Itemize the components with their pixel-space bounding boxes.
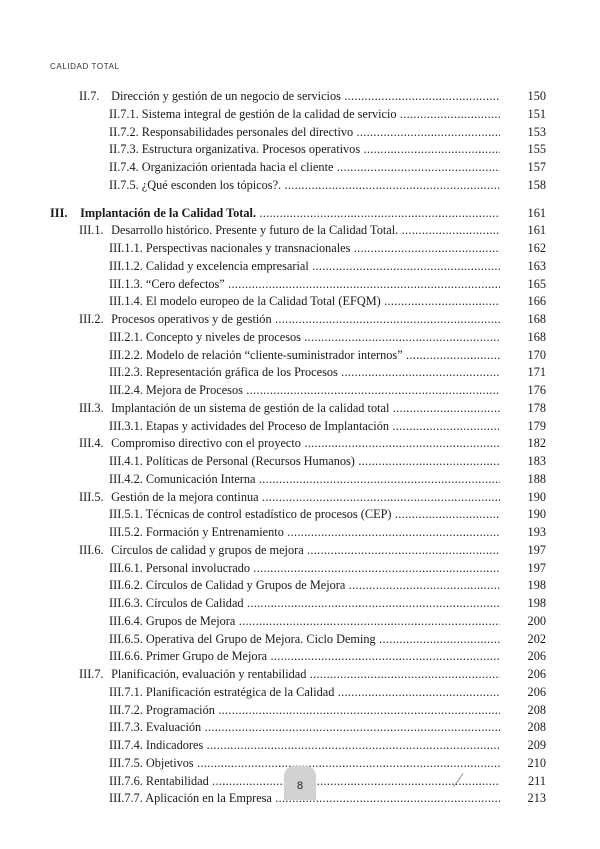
toc-entry-text bbox=[109, 418, 500, 436]
toc-entry-text bbox=[79, 88, 500, 106]
toc-entry-text bbox=[109, 524, 500, 542]
toc-entry-label bbox=[109, 774, 209, 788]
toc-entry-text bbox=[79, 400, 500, 418]
toc-entry-title: Indicadores bbox=[145, 738, 204, 752]
toc-entry-page: 211 bbox=[528, 773, 546, 788]
toc-entry[interactable] bbox=[0, 293, 600, 311]
toc-entry-number: III.3.1. bbox=[109, 418, 143, 433]
toc-entry-page: 178 bbox=[527, 400, 546, 415]
toc-entry-page: 161 bbox=[527, 205, 546, 220]
toc-entry-title: Grupos de Mejora bbox=[145, 613, 236, 628]
toc-entry-text bbox=[109, 631, 500, 649]
toc-entry-page: 198 bbox=[527, 596, 546, 610]
toc-entry-page: 155 bbox=[527, 142, 546, 157]
toc-entry-text bbox=[79, 222, 500, 240]
toc-entry-number: III.1.4. bbox=[109, 294, 143, 309]
toc-entry-label bbox=[109, 472, 256, 486]
toc-entry[interactable] bbox=[0, 542, 600, 560]
toc-entry-text bbox=[109, 364, 500, 382]
toc-entry-page: 188 bbox=[527, 471, 546, 486]
toc-entry-text bbox=[109, 124, 500, 142]
toc-entry-page: 197 bbox=[527, 560, 546, 575]
toc-entry-label bbox=[109, 632, 376, 646]
toc-entry-number: III.5. bbox=[79, 489, 104, 504]
toc-entry-title: Aplicación en la Empresa bbox=[145, 791, 272, 806]
toc-entry-page: 183 bbox=[527, 454, 546, 468]
toc-entry-page: 151 bbox=[527, 106, 546, 121]
toc-entry-text bbox=[109, 453, 500, 471]
toc-entry-label bbox=[109, 454, 355, 468]
toc-entry-number: III.6.4. bbox=[109, 613, 143, 628]
toc-entry-page: 182 bbox=[527, 436, 546, 451]
toc-entry-title: El modelo europeo de la Calidad Total (EFQM) bbox=[145, 294, 381, 309]
toc-entry-title: “Cero defectos” bbox=[145, 276, 225, 291]
toc-entry-title: Sistema integral de gestión de la calidad de servicio bbox=[141, 106, 397, 121]
toc-entry-page: 213 bbox=[527, 791, 546, 806]
table-of-contents bbox=[0, 88, 600, 808]
toc-entry-label bbox=[109, 383, 243, 397]
toc-entry-number: III.7.4. bbox=[109, 738, 143, 752]
toc-entry-number: III.1.3. bbox=[109, 276, 143, 291]
toc-entry-label bbox=[109, 365, 338, 379]
toc-entry-title: Evaluación bbox=[145, 720, 202, 735]
toc-entry-number: III.6.2. bbox=[109, 578, 143, 593]
toc-entry-number: III.6.6. bbox=[109, 649, 143, 664]
toc-entry[interactable] bbox=[0, 489, 600, 507]
toc-entry-label bbox=[79, 490, 259, 504]
toc-entry-text bbox=[109, 577, 500, 595]
toc-entry-text bbox=[109, 177, 500, 195]
toc-entry[interactable] bbox=[0, 435, 600, 453]
toc-entry-label bbox=[79, 667, 306, 681]
toc-entry-number: III.6. bbox=[79, 542, 104, 557]
toc-entry-label bbox=[109, 685, 334, 699]
toc-entry-page: 198 bbox=[527, 578, 546, 593]
toc-entry-text bbox=[79, 311, 500, 329]
toc-entry[interactable] bbox=[0, 560, 600, 578]
toc-entry-title: Planificación estratégica de la Calidad bbox=[145, 684, 335, 699]
toc-entry-text bbox=[109, 329, 500, 347]
toc-entry[interactable] bbox=[0, 364, 600, 382]
toc-entry-page: 190 bbox=[527, 507, 546, 522]
toc-entry[interactable] bbox=[0, 666, 600, 684]
toc-entry-page: 209 bbox=[527, 738, 546, 752]
toc-entry-page: 176 bbox=[527, 383, 546, 397]
toc-entry-text bbox=[109, 471, 500, 489]
toc-entry-title: Perspectivas nacionales y transnacionales bbox=[145, 241, 351, 255]
toc-entry-text bbox=[50, 205, 500, 223]
toc-entry-label bbox=[109, 791, 272, 805]
toc-entry-text bbox=[109, 737, 500, 755]
toc-entry-number: III.2.4. bbox=[109, 383, 143, 397]
toc-entry-number: III.1. bbox=[79, 223, 104, 238]
toc-entry[interactable] bbox=[0, 613, 600, 631]
toc-entry-page: 179 bbox=[527, 418, 546, 433]
toc-entry-number: II.7. bbox=[79, 89, 100, 103]
toc-entry-number: III.6.1. bbox=[109, 560, 143, 575]
toc-entry-page: 161 bbox=[527, 223, 546, 238]
page-number: 8 bbox=[296, 780, 304, 792]
toc-entry-title: Programación bbox=[145, 702, 215, 717]
toc-entry-title: Círculos de Calidad y Grupos de Mejora bbox=[145, 578, 346, 593]
toc-entry[interactable] bbox=[0, 258, 600, 276]
toc-entry-number: III.7.6. bbox=[109, 773, 143, 788]
toc-entry-label bbox=[109, 348, 403, 362]
toc-entry-title: Estructura organizativa. Procesos operativos bbox=[141, 142, 361, 157]
toc-entry-label bbox=[79, 223, 398, 237]
toc-entry-number: III.7. bbox=[79, 667, 104, 681]
toc-entry-title: Rentabilidad bbox=[145, 773, 209, 788]
toc-entry-number: III.7.5. bbox=[109, 755, 143, 770]
toc-entry-label bbox=[109, 578, 345, 592]
toc-entry-label bbox=[79, 312, 272, 326]
toc-entry[interactable] bbox=[0, 382, 600, 400]
toc-entry-page: 170 bbox=[527, 347, 546, 362]
toc-entry-text bbox=[109, 293, 500, 311]
toc-entry-text bbox=[109, 719, 500, 737]
toc-entry[interactable] bbox=[0, 124, 600, 142]
toc-entry[interactable] bbox=[0, 106, 600, 124]
toc-entry-title: Responsabilidades personales del directivo bbox=[141, 124, 354, 139]
toc-entry-number: III.2.3. bbox=[109, 365, 143, 380]
toc-entry[interactable] bbox=[0, 141, 600, 159]
toc-entry-label bbox=[109, 525, 284, 539]
page-number-tab bbox=[284, 766, 316, 800]
toc-entry-label bbox=[79, 89, 341, 103]
toc-entry-label bbox=[109, 561, 250, 575]
toc-entry[interactable] bbox=[0, 737, 600, 755]
toc-entry-page: 165 bbox=[527, 276, 546, 291]
toc-entry-label bbox=[109, 107, 397, 121]
toc-entry-number: III. bbox=[50, 205, 68, 220]
toc-entry-text bbox=[109, 258, 500, 276]
toc-entry-text bbox=[109, 702, 500, 720]
toc-entry-label bbox=[79, 401, 389, 415]
toc-entry[interactable] bbox=[0, 347, 600, 365]
toc-entry-number: III.7.1. bbox=[109, 684, 143, 699]
toc-entry-title: Desarrollo histórico. Presente y futuro de la Calidad Total. bbox=[111, 223, 399, 238]
toc-entry-title: Políticas de Personal (Recursos Humanos) bbox=[145, 454, 355, 468]
toc-entry-page: 166 bbox=[527, 294, 546, 309]
toc-entry-text bbox=[109, 595, 500, 613]
toc-entry-title: Formación y Entrenamiento bbox=[145, 525, 284, 539]
toc-entry-title: Representación gráfica de los Procesos bbox=[145, 365, 338, 380]
toc-entry[interactable] bbox=[0, 88, 600, 106]
toc-entry-text bbox=[109, 382, 500, 400]
toc-entry-page: 168 bbox=[527, 329, 546, 344]
toc-entry-title: Compromiso directivo con el proyecto bbox=[111, 436, 301, 451]
toc-entry-page: 208 bbox=[527, 720, 546, 735]
toc-entry-text bbox=[109, 560, 500, 578]
toc-entry[interactable] bbox=[0, 276, 600, 294]
toc-entry-title: Personal involucrado bbox=[145, 560, 251, 575]
toc-entry-page: 153 bbox=[527, 124, 546, 139]
toc-entry-label bbox=[109, 330, 301, 344]
toc-entry-text bbox=[109, 276, 500, 294]
toc-entry[interactable] bbox=[0, 471, 600, 489]
toc-entry-number: III.6.5. bbox=[109, 631, 143, 646]
toc-entry[interactable] bbox=[0, 205, 600, 223]
toc-entry-text bbox=[109, 648, 500, 666]
toc-entry-page: 150 bbox=[527, 89, 546, 103]
toc-entry[interactable] bbox=[0, 648, 600, 666]
toc-entry-label bbox=[109, 649, 267, 663]
toc-entry-page: 197 bbox=[527, 542, 546, 557]
toc-entry-label bbox=[109, 160, 333, 174]
toc-entry-title: Implantación de la Calidad Total. bbox=[80, 205, 257, 220]
toc-entry-number: III.2.1. bbox=[109, 329, 143, 344]
toc-entry-text bbox=[109, 159, 500, 177]
toc-entry-label bbox=[79, 436, 301, 450]
toc-entry-number: II.7.1. bbox=[109, 106, 139, 121]
toc-entry-page: 206 bbox=[527, 667, 546, 681]
toc-entry[interactable] bbox=[0, 719, 600, 737]
toc-entry-text bbox=[109, 106, 500, 124]
toc-entry-number: III.1.1. bbox=[109, 241, 143, 255]
toc-entry-title: Círculos de calidad y grupos de mejora bbox=[111, 542, 304, 557]
toc-entry-page: 193 bbox=[527, 525, 546, 539]
toc-entry-number: II.7.4. bbox=[109, 160, 139, 174]
toc-entry-number: III.5.2. bbox=[109, 525, 143, 539]
toc-entry-number: III.4. bbox=[79, 436, 104, 451]
toc-entry-label bbox=[109, 241, 350, 255]
toc-entry[interactable] bbox=[0, 418, 600, 436]
toc-entry-page: 158 bbox=[527, 177, 546, 192]
toc-entry[interactable] bbox=[0, 311, 600, 329]
toc-entry-title: Planificación, evaluación y rentabilidad bbox=[111, 667, 307, 681]
toc-entry-page: 200 bbox=[527, 613, 546, 628]
toc-entry-text bbox=[109, 613, 500, 631]
toc-entry-number: III.7.2. bbox=[109, 702, 143, 717]
toc-entry-text bbox=[79, 542, 500, 560]
toc-entry-label bbox=[109, 756, 194, 770]
toc-entry-title: Dirección y gestión de un negocio de servicios bbox=[111, 89, 341, 103]
toc-entry-title: Concepto y niveles de procesos bbox=[145, 329, 301, 344]
toc-entry[interactable] bbox=[0, 506, 600, 524]
toc-entry-label bbox=[79, 543, 304, 557]
running-header: CALIDAD TOTAL bbox=[50, 62, 120, 71]
toc-entry-number: III.6.3. bbox=[109, 596, 143, 610]
toc-entry[interactable] bbox=[0, 159, 600, 177]
toc-entry-page: 163 bbox=[527, 258, 546, 273]
toc-entry-label bbox=[109, 125, 353, 139]
toc-entry-title: Mejora de Procesos bbox=[145, 383, 243, 397]
toc-entry[interactable] bbox=[0, 177, 600, 195]
toc-entry[interactable] bbox=[0, 595, 600, 613]
toc-entry-number: III.4.2. bbox=[109, 471, 143, 486]
toc-entry-title: Comunicación Interna bbox=[145, 471, 256, 486]
toc-entry-title: Implantación de un sistema de gestión de la calidad total bbox=[111, 400, 390, 415]
toc-entry-number: II.7.3. bbox=[109, 142, 139, 157]
toc-entry-label bbox=[109, 277, 225, 291]
toc-entry-title: Círculos de Calidad bbox=[145, 596, 244, 610]
toc-entry-label bbox=[109, 703, 215, 717]
toc-entry-number: III.3. bbox=[79, 400, 104, 415]
toc-entry-title: Modelo de relación “cliente-suministrador internos” bbox=[145, 347, 403, 362]
toc-entry-text bbox=[109, 141, 500, 159]
toc-entry-title: Procesos operativos y de gestión bbox=[111, 312, 272, 326]
toc-entry-page: 206 bbox=[527, 684, 546, 699]
toc-entry[interactable] bbox=[0, 631, 600, 649]
toc-entry[interactable] bbox=[0, 400, 600, 418]
toc-entry-label bbox=[109, 614, 235, 628]
toc-entry-page: 190 bbox=[527, 489, 546, 504]
toc-entry-title: Operativa del Grupo de Mejora. Ciclo Deming bbox=[145, 631, 376, 646]
toc-entry-page: 208 bbox=[527, 702, 546, 717]
toc-entry-number: III.2. bbox=[79, 312, 104, 326]
toc-entry-page: 157 bbox=[527, 160, 546, 174]
toc-entry-number: III.2.2. bbox=[109, 347, 143, 362]
toc-entry-label bbox=[109, 259, 309, 273]
toc-entry-label bbox=[109, 419, 389, 433]
toc-entry-number: III.4.1. bbox=[109, 454, 143, 468]
toc-entry-page: 202 bbox=[527, 631, 546, 646]
toc-entry-title: Objetivos bbox=[145, 755, 194, 770]
toc-entry-page: 168 bbox=[527, 312, 546, 326]
toc-entry-label bbox=[109, 142, 360, 156]
toc-entry-label bbox=[50, 206, 256, 220]
toc-entry-page: 210 bbox=[527, 755, 546, 770]
toc-entry-number: III.5.1. bbox=[109, 507, 143, 522]
toc-entry-number: III.7.3. bbox=[109, 720, 143, 735]
toc-entry[interactable] bbox=[0, 453, 600, 471]
toc-entry[interactable] bbox=[0, 329, 600, 347]
toc-entry[interactable] bbox=[0, 577, 600, 595]
toc-entry-title: Primer Grupo de Mejora bbox=[145, 649, 268, 664]
toc-entry-title: ¿Qué esconden los tópicos?. bbox=[141, 177, 282, 192]
toc-entry-number: III.1.2. bbox=[109, 258, 143, 273]
toc-entry-label bbox=[109, 738, 203, 752]
toc-entry-number: II.7.2. bbox=[109, 124, 139, 139]
toc-entry[interactable] bbox=[0, 702, 600, 720]
toc-entry-title: Calidad y excelencia empresarial bbox=[145, 258, 309, 273]
toc-entry-text bbox=[109, 506, 500, 524]
toc-entry-text bbox=[109, 347, 500, 365]
toc-entry[interactable] bbox=[0, 684, 600, 702]
toc-entry-label bbox=[109, 720, 201, 734]
toc-entry-title: Organización orientada hacia el cliente bbox=[141, 160, 334, 174]
toc-entry-page: 162 bbox=[527, 241, 546, 255]
toc-entry-text bbox=[79, 435, 500, 453]
toc-entry-title: Técnicas de control estadístico de procesos (CEP) bbox=[145, 507, 392, 522]
toc-entry-title: Etapas y actividades del Proceso de Implantación bbox=[145, 418, 390, 433]
toc-entry-title: Gestión de la mejora continua bbox=[111, 489, 259, 504]
toc-entry[interactable] bbox=[0, 222, 600, 240]
toc-entry-text bbox=[109, 684, 500, 702]
toc-entry-number: III.7.7. bbox=[109, 791, 143, 806]
toc-spacer bbox=[0, 195, 600, 205]
toc-entry[interactable] bbox=[0, 240, 600, 258]
toc-entry-text bbox=[109, 240, 500, 258]
toc-entry-label bbox=[109, 294, 381, 308]
toc-entry-page: 171 bbox=[527, 365, 546, 380]
toc-entry-page: 206 bbox=[527, 649, 546, 664]
toc-entry-label bbox=[109, 178, 281, 192]
toc-entry-number: II.7.5. bbox=[109, 177, 139, 192]
toc-entry[interactable] bbox=[0, 524, 600, 542]
toc-entry-text bbox=[79, 666, 500, 684]
toc-entry-text bbox=[79, 489, 500, 507]
toc-entry-label bbox=[109, 596, 244, 610]
toc-entry-label bbox=[109, 507, 392, 521]
